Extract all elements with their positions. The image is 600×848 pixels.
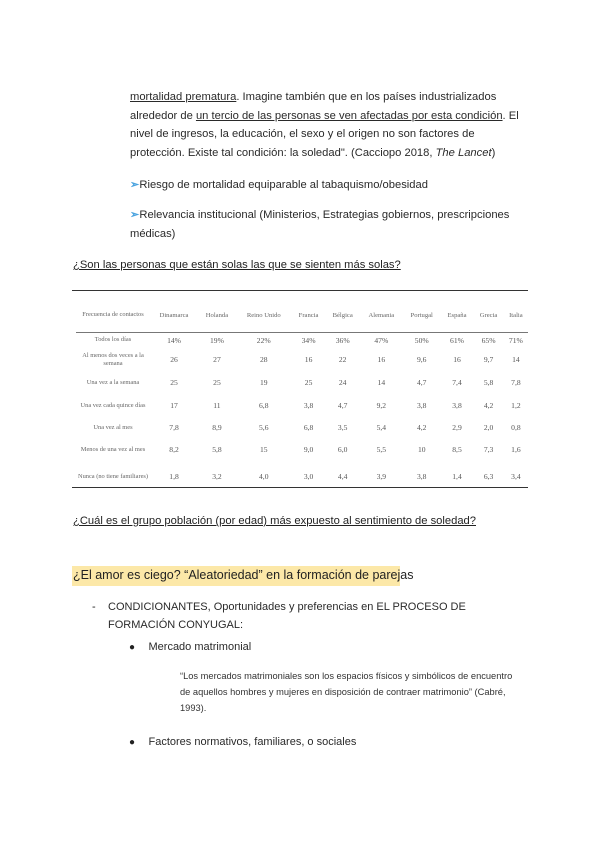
table-cell: 5,5 xyxy=(376,445,387,454)
column-header: Grecia xyxy=(479,311,498,319)
table-cell: 7,8 xyxy=(169,423,179,432)
bullet-dot-icon: ● xyxy=(129,642,136,653)
table-cell: 28 xyxy=(259,355,268,364)
table-cell: 5,8 xyxy=(212,445,222,454)
paragraph-text: . El nivel de ingresos, la educación, el sexo y el origen no son factores de protección. Existe tal condición: la soledad". (Cacciopo 2018, xyxy=(130,109,519,159)
question-heading-1: ¿Son las personas que están solas las que se sienten más solas? xyxy=(73,259,401,271)
row-label: Una vez cada quince días xyxy=(80,401,146,409)
table-cell: 65% xyxy=(473,333,503,348)
table-bottom-rule xyxy=(72,487,528,488)
table-row xyxy=(76,348,528,372)
column-header: Dinamarca xyxy=(159,311,189,319)
table-cell: 3,0 xyxy=(303,472,314,481)
table-cell: 9,7 xyxy=(483,355,494,364)
table-cell: 14 xyxy=(377,378,386,387)
table-cell: 2,0 xyxy=(483,423,494,432)
contact-frequency-table xyxy=(76,298,528,492)
table-cell: 15 xyxy=(259,445,268,454)
table-cell: 26 xyxy=(170,355,178,364)
table-row xyxy=(76,438,528,462)
table-cell: 3,5 xyxy=(337,423,348,432)
table-cell: 4,7 xyxy=(416,378,427,387)
table-cell: 5,4 xyxy=(376,423,387,432)
column-header: Reino Unido xyxy=(246,311,281,319)
table-cell: 14 xyxy=(512,355,520,364)
sub-bullet-mercado xyxy=(129,637,251,655)
table-cell: 24 xyxy=(338,378,347,387)
table-cell: 16 xyxy=(453,355,461,364)
section-heading: ¿El amor es ciego? “Aleatoriedad” en la formación de parejas xyxy=(73,568,414,582)
table-cell: 71% xyxy=(504,333,528,348)
table-cell: 3,9 xyxy=(376,472,387,481)
table-cell: 4,2 xyxy=(416,423,427,432)
table-cell: 0,8 xyxy=(511,423,521,432)
table-cell: 4,2 xyxy=(483,401,494,410)
table-cell: 8,9 xyxy=(212,423,222,432)
table-cell: 9,6 xyxy=(416,355,427,364)
dash-marker: - xyxy=(92,601,96,613)
bullet-item-mortality xyxy=(130,176,530,195)
table-cell: 27 xyxy=(213,355,221,364)
table-cell: 1,6 xyxy=(511,445,521,454)
bullet-text: Riesgo de mortalidad equiparable al tabaquismo/obesidad xyxy=(139,179,428,191)
column-header: Alemania xyxy=(368,311,395,319)
table-cell: 4,7 xyxy=(337,401,348,410)
arrow-bullet-icon: ➢ xyxy=(130,209,140,221)
table-cell: 7,8 xyxy=(511,378,521,387)
italic-citation: The Lancet xyxy=(435,146,492,159)
table-cell: 4,0 xyxy=(259,472,269,481)
table-cell: 3,4 xyxy=(511,472,521,481)
table-cell: 3,8 xyxy=(303,401,314,410)
table-row xyxy=(76,418,528,438)
table-cell: 47% xyxy=(360,333,403,348)
table-cell: 2,9 xyxy=(452,423,462,432)
table-row xyxy=(76,372,528,394)
table-cell: 25 xyxy=(213,378,221,387)
table-cell: 10 xyxy=(417,445,426,454)
column-header: España xyxy=(447,311,467,319)
column-header: Italia xyxy=(509,311,523,319)
table-cell: 8,2 xyxy=(169,445,179,454)
table-cell: 6,3 xyxy=(483,472,494,481)
column-header: Francia xyxy=(298,311,319,319)
underlined-text-tercio: un tercio de las personas se ven afectadas por esta condición xyxy=(195,109,503,122)
paragraph-text: . Imagine también que en los países industrializados alrededor de xyxy=(130,91,497,122)
table-cell: 5,8 xyxy=(483,378,494,387)
table-cell: 1,2 xyxy=(511,401,521,410)
table-cell: 22 xyxy=(338,355,347,364)
table-cell: 11 xyxy=(213,401,221,410)
row-label: Una vez al mes xyxy=(93,423,133,431)
table-cell: 7,3 xyxy=(483,445,494,454)
column-header: Bélgica xyxy=(332,311,353,319)
table-row xyxy=(76,394,528,418)
table-cell: 61% xyxy=(441,333,474,348)
quote-block: “Los mercados matrimoniales son los espacios físicos y simbólicos de encuentro de aquellos hombres y mujeres en disposición de contraer matrimonio” (Cabré, 1993). xyxy=(180,671,513,713)
table-cell: 25 xyxy=(304,378,313,387)
sub-bullet-factores xyxy=(129,732,356,750)
table-cell: 16 xyxy=(304,355,313,364)
intro-paragraph xyxy=(130,88,530,162)
row-label: Al menos dos veces a la semana xyxy=(82,351,144,367)
table-cell: 6,8 xyxy=(303,423,314,432)
arrow-bullet-icon: ➢ xyxy=(130,179,140,191)
table-cell: 9,2 xyxy=(376,401,387,410)
sub-bullet-text: Mercado matrimonial xyxy=(148,641,252,653)
table-cell: 19% xyxy=(198,333,236,348)
row-label: Todos los días xyxy=(76,333,150,348)
bullet-dot-icon: ● xyxy=(129,737,136,748)
table-row-header: Frecuencia de contactos xyxy=(82,311,144,318)
table-cell: 36% xyxy=(325,333,359,348)
table-cell: 9,0 xyxy=(303,445,314,454)
table-header-row xyxy=(76,298,528,333)
table-cell: 3,8 xyxy=(416,472,427,481)
table-cell: 34% xyxy=(292,333,326,348)
table-top-rule xyxy=(72,290,528,291)
table-cell: 17 xyxy=(170,401,178,410)
dash-item-text: CONDICIONANTES, Oportunidades y preferencias en EL PROCESO DE FORMACIÓN CONYUGAL: xyxy=(108,601,466,631)
question-heading-2: ¿Cuál es el grupo población (por edad) más expuesto al sentimiento de soledad? xyxy=(73,515,476,527)
table-cell: 1,4 xyxy=(452,472,462,481)
paragraph-text: ) xyxy=(491,146,496,159)
table-cell: 6,0 xyxy=(337,445,348,454)
table-cell: 25 xyxy=(170,378,178,387)
table-cell: 3,8 xyxy=(416,401,427,410)
row-label: Menos de una vez al mes xyxy=(80,445,146,453)
bullet-item-institutional xyxy=(130,206,530,243)
table-row xyxy=(76,333,528,348)
table-cell: 3,8 xyxy=(452,401,462,410)
table-cell: 5,6 xyxy=(259,423,269,432)
table-cell: 16 xyxy=(377,355,386,364)
table-cell: 6,8 xyxy=(259,401,269,410)
table-cell: 4,4 xyxy=(337,472,348,481)
table-cell: 14% xyxy=(150,333,198,348)
table-cell: 7,4 xyxy=(452,378,462,387)
table-cell: 3,2 xyxy=(212,472,222,481)
table-cell: 50% xyxy=(403,333,441,348)
bullet-text: Relevancia institucional (Ministerios, Estrategias gobiernos, prescripciones médicas) xyxy=(130,209,510,240)
column-header: Holanda xyxy=(205,311,229,319)
row-label: Nunca (no tiene familiares) xyxy=(77,472,149,480)
row-label: Una vez a la semana xyxy=(86,378,140,386)
table-cell: 19 xyxy=(259,378,268,387)
sub-bullet-text: Factores normativos, familiares, o sociales xyxy=(148,736,357,748)
table-cell: 22% xyxy=(236,333,292,348)
column-header: Portugal xyxy=(410,311,433,319)
table-cell: 8,5 xyxy=(452,445,462,454)
underlined-text-mortalidad: mortalidad prematura xyxy=(130,91,237,103)
table-cell: 1,8 xyxy=(169,472,179,481)
